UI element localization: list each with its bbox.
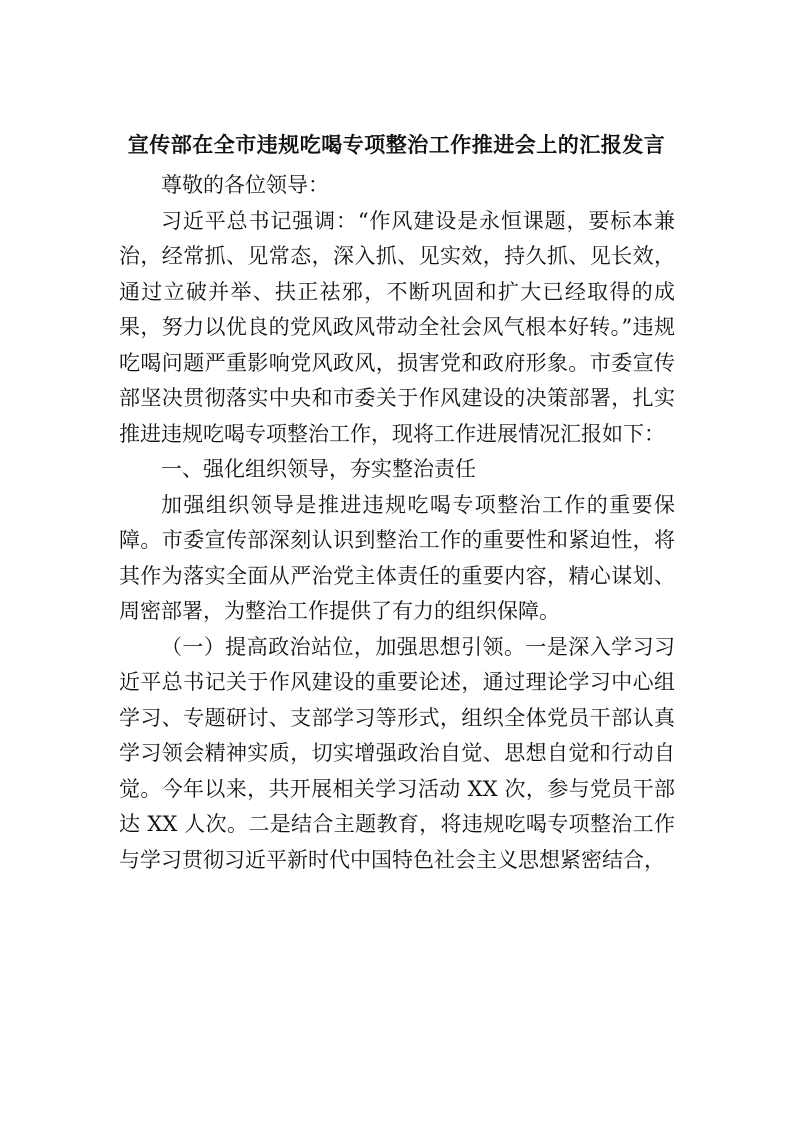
section-heading-1: 一、强化组织领导，夯实整治责任 [161,457,476,481]
salutation: 尊敬的各位领导： [161,173,329,197]
document-body [119,168,675,878]
document-title: 宣传部在全市违规吃喝专项整治工作推进会上的汇报发言 [127,132,666,157]
paragraph-subsection-1: （一）提高政治站位，加强思想引领。一是深入学习习近平总书记关于作风建设的重要论述，通过理论学习中心组学习、专题研讨、支部学习等形式，组织全体党员干部认真学习领会精神实质，切实增强政治自觉、思想自觉和行动自觉。今年以来，共开展相关学习活动 XX 次，参与党员干部达 XX 人次。二是结合主题教育，将违规吃喝专项整治工作与学习贯彻习近平新时代中国特色社会主义思想紧密结合， [119,634,675,872]
paragraph-section-1: 加强组织领导是推进违规吃喝专项整治工作的重要保障。市委宣传部深刻认识到整治工作的重要性和紧迫性，将其作为落实全面从严治党主体责任的重要内容，精心谋划、周密部署，为整治工作提供了有力的组织保障。 [119,492,675,623]
paragraph-intro: 习近平总书记强调：“作风建设是永恒课题，要标本兼治，经常抓、见常态，深入抓、见实效，持久抓、见长效，通过立破并举、扶正祛邪，不断巩固和扩大已经取得的成果，努力以优良的党风政风带动全社会风气根本好转。”违规吃喝问题严重影响党风政风，损害党和政府形象。市委宣传部坚决贯彻落实中央和市委关于作风建设的决策部署，扎实推进违规吃喝专项整治工作，现将工作进展情况汇报如下： [119,208,675,446]
